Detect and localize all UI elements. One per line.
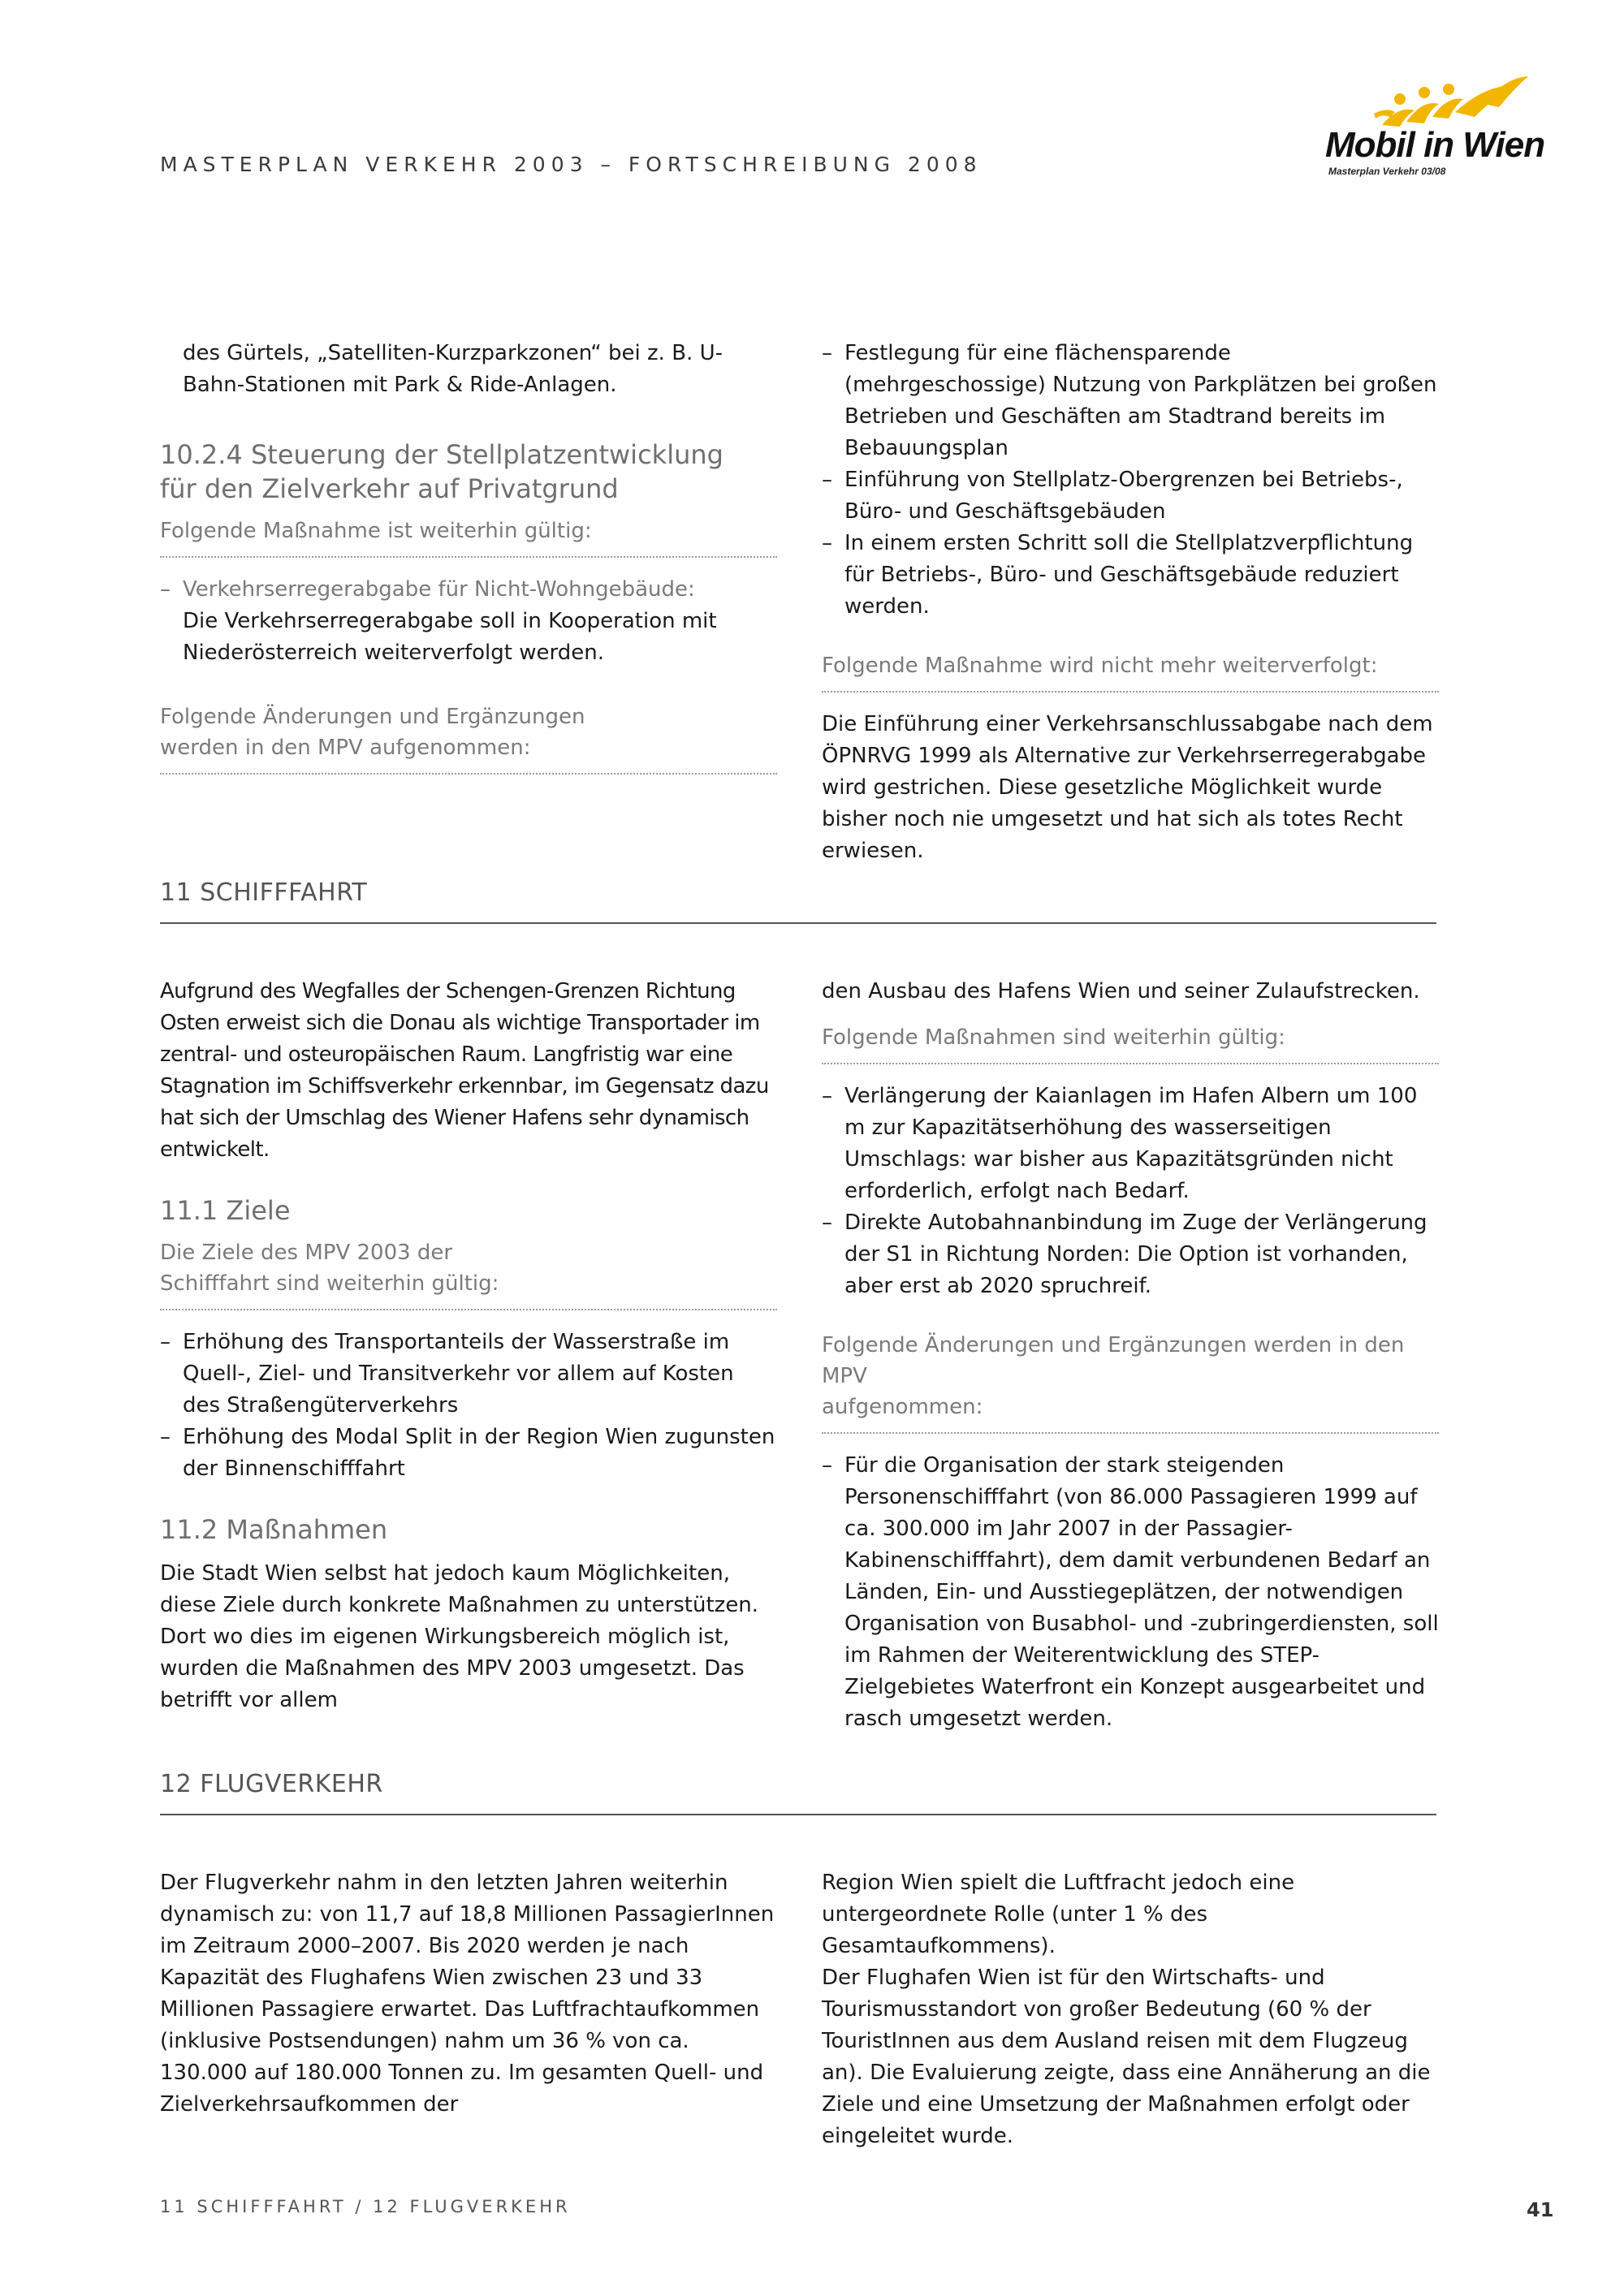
subsection-11-2-title: 11.2 Maßnahmen	[160, 1514, 388, 1545]
sec11-valid-list	[822, 1081, 1439, 1302]
list-item: – Festlegung für eine flächensparende (mehrgeschossige) Nutzung von Parkplätzen bei großen Betrieben und Geschäften am Stadtrand bereits im Bebauungsplan	[822, 338, 1439, 464]
sec12-text-left: Der Flugverkehr nahm in den letzten Jahren weiterhin dynamisch zu: von 11,7 auf 18,8 Millionen PassagierInnen im Zeitraum 2000–2007. Bis 2020 werden je nach Kapazität des Flughafens Wien zwischen 23 und 33 Millionen Passagiere erwartet. Das Luftfrachtaufkommen (inklusive Postsendungen) nahm um 36 % von ca. 130.000 auf 180.000 Tonnen zu. Im gesamten Quell- und Zielverkehrsaufkommen der	[160, 1871, 775, 2117]
page-number: 41	[1527, 2199, 1554, 2221]
subsection-10-2-4-title-line1: 10.2.4 Steuerung der Stellplatzentwicklung	[160, 439, 723, 470]
sec10-valid-item	[160, 574, 777, 669]
list-item: – Erhöhung des Modal Split in der Region Wien zugunsten der Binnenschifffahrt	[160, 1422, 777, 1485]
sec10-valid-item-body: Die Verkehrserregerabgabe soll in Kooperation mit Niederösterreich weiterverfolgt werden.	[183, 609, 717, 665]
list-item: – Direkte Autobahnanbindung im Zuge der Verlängerung der S1 in Richtung Norden: Die Option ist vorhanden, aber erst ab 2020 spruchreif.	[822, 1207, 1439, 1302]
sec12-text-right-1: Region Wien spielt die Luftfracht jedoch eine untergeordnete Rolle (unter 1 % des Gesamtaufkommens).	[822, 1871, 1295, 1958]
sec11-goals-note-line1: Die Ziele des MPV 2003 der	[160, 1241, 453, 1265]
dash-marker: –	[160, 577, 171, 602]
sec11-right-column	[822, 976, 1439, 1735]
sec11-left-column	[160, 976, 777, 1716]
sec10-dropped-note: Folgende Maßnahme wird nicht mehr weiterverfolgt:	[822, 654, 1378, 678]
list-item: – Einführung von Stellplatz-Obergrenzen bei Betriebs-, Büro- und Geschäftsgebäuden	[822, 464, 1439, 528]
sec10-valid-item-title: Verkehrserregerabgabe für Nicht-Wohngebäude:	[183, 577, 695, 602]
logo-wordmark: Mobil in Wien	[1325, 125, 1545, 165]
sec12-left-column	[160, 1867, 777, 2121]
logo-figures-icon	[1325, 75, 1553, 132]
list-item: – Verlängerung der Kaianlagen im Hafen Albern um 100 m zur Kapazitätserhöhung des wasserseitigen Umschlags: war bisher aus Kapazitätsgründen nicht erforderlich, erfolgt nach Bedarf.	[822, 1081, 1439, 1207]
sec12-text-right-2: Der Flughafen Wien ist für den Wirtschafts- und Tourismusstandort von großer Bedeutung (60 % der TouristInnen aus dem Ausland reisen mit dem Flugzeug an). Die Evaluierung zeigte, dass eine Annäherung an die Ziele und eine Umsetzung der Maßnahmen erfolgt oder eingeleitet wurde.	[822, 1966, 1431, 2148]
sec10-intro-tail: des Gürtels, „Satelliten-Kurzparkzonen“ bei z. B. U-Bahn-Stationen mit Park & Ride-Anlagen.	[183, 341, 723, 397]
subsection-11-1-title: 11.1 Ziele	[160, 1195, 291, 1226]
dotted-divider	[160, 773, 777, 775]
sec10-left-column	[160, 338, 777, 775]
section-divider	[160, 1814, 1436, 1815]
sec10-changes-list	[822, 338, 1439, 623]
sec12-right-column	[822, 1867, 1439, 2152]
list-item: – In einem ersten Schritt soll die Stellplatzverpflichtung für Betriebs-, Büro- und Geschäftsgebäude reduziert werden.	[822, 528, 1439, 623]
running-title: MASTERPLAN VERKEHR 2003 – FORTSCHREIBUNG 2008	[160, 153, 983, 176]
section-divider	[160, 922, 1436, 924]
sec11-measures-text-cont: den Ausbau des Hafens Wien und seiner Zulaufstrecken.	[822, 979, 1420, 1003]
section-11-title: 11 SCHIFFFAHRT	[160, 878, 368, 907]
sec11-intro: Aufgrund des Wegfalles der Schengen-Grenzen Richtung Osten erweist sich die Donau als wichtige Transportader im zentral- und osteuropäischen Raum. Langfristig war eine Stagnation im Schiffsverkehr erkennbar, im Gegensatz dazu hat sich der Umschlag des Wiener Hafens sehr dynamisch entwickelt.	[160, 979, 769, 1162]
section-12-title: 12 FLUGVERKEHR	[160, 1770, 383, 1798]
sec10-changes-note-line2: werden in den MPV aufgenommen:	[160, 736, 531, 760]
sec10-right-column	[822, 338, 1439, 867]
footer-section-label: 11 SCHIFFFAHRT / 12 FLUGVERKEHR	[160, 2197, 571, 2216]
sec11-goals-list	[160, 1327, 777, 1485]
sec11-valid-note: Folgende Maßnahmen sind weiterhin gültig:	[822, 1025, 1285, 1050]
sec11-changes-list	[822, 1450, 1439, 1735]
list-item: – Erhöhung des Transportanteils der Wasserstraße im Quell-, Ziel- und Transitverkehr vor allem auf Kosten des Straßengüterverkehrs	[160, 1327, 777, 1422]
logo-subtitle: Masterplan Verkehr 03/08	[1328, 166, 1446, 177]
sec10-dropped-text: Die Einführung einer Verkehrsanschlussabgabe nach dem ÖPNRVG 1999 als Alternative zur Verkehrserregerabgabe wird gestrichen. Diese gesetzliche Möglichkeit wurde bisher noch nie umgesetzt und hat sich als totes Recht erwiesen.	[822, 712, 1433, 863]
sec10-changes-note-line1: Folgende Änderungen und Ergänzungen	[160, 705, 585, 729]
sec11-measures-text: Die Stadt Wien selbst hat jedoch kaum Möglichkeiten, diese Ziele durch konkrete Maßnahmen zu unterstützen. Dort wo dies im eigenen Wirkungsbereich möglich ist, wurden die Maßnahmen des MPV 2003 umgesetzt. Das betrifft vor allem	[160, 1561, 759, 1712]
mobil-in-wien-logo	[1325, 75, 1553, 188]
sec11-changes-note-line1: Folgende Änderungen und Ergänzungen werden in den MPV	[822, 1333, 1405, 1388]
subsection-10-2-4-title-line2: für den Zielverkehr auf Privatgrund	[160, 473, 619, 504]
sec10-valid-note: Folgende Maßnahme ist weiterhin gültig:	[160, 519, 592, 543]
sec11-goals-note-line2: Schifffahrt sind weiterhin gültig:	[160, 1271, 499, 1296]
list-item: – Für die Organisation der stark steigenden Personenschifffahrt (von 86.000 Passagieren 1999 auf ca. 300.000 im Jahr 2007 in der Passagier-Kabinenschifffahrt), dem damit verbundenen Bedarf an Länden, Ein- und Ausstiegeplätzen, der notwendigen Organisation von Busabhol- und -zubringerdiensten, soll im Rahmen der Weiterentwicklung des STEP-Zielgebietes Waterfront ein Konzept ausgearbeitet und rasch umgesetzt werden.	[822, 1450, 1439, 1735]
sec11-changes-note-line2: aufgenommen:	[822, 1395, 983, 1419]
